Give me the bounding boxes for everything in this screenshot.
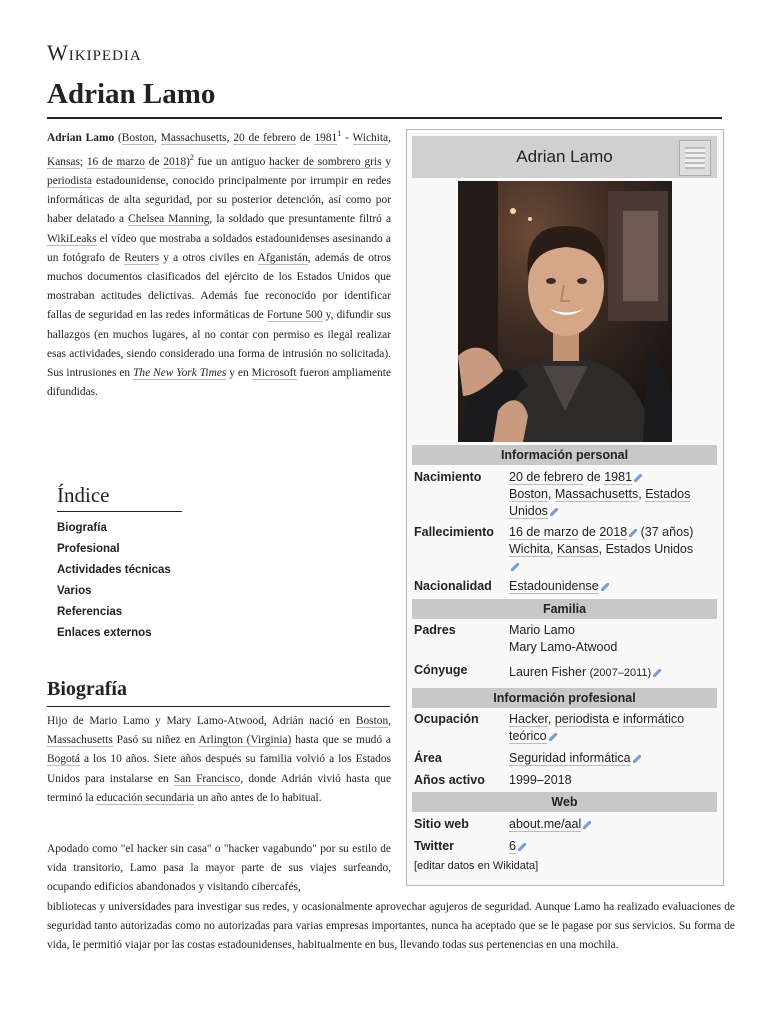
link-informatico-teorico[interactable]: informático teórico <box>509 712 685 743</box>
toc-item-varios[interactable]: Varios <box>57 585 92 597</box>
ref-1[interactable]: 1 <box>337 129 342 138</box>
text: de <box>578 525 600 539</box>
text: y, difundir sus hallazgos (en muchos lugares, al no contar con permiso es ilegal realizar esas actividades, siendo considerado una forma de intrusión no solicitada). Sus intrusiones en <box>47 309 391 380</box>
pencil-edit-icon[interactable] <box>633 755 641 763</box>
link-bogota[interactable]: Bogotá <box>47 753 80 766</box>
link-microsoft[interactable]: Microsoft <box>251 367 297 380</box>
text: e <box>609 712 623 726</box>
text: de <box>296 131 315 144</box>
value-nacionalidad <box>509 578 714 595</box>
link-eeuu[interactable]: Estados Unidos <box>509 487 691 518</box>
toc-heading: Índice <box>57 483 182 512</box>
link-birth-year[interactable]: 1981 <box>314 131 338 144</box>
link-chelsea-manning[interactable]: Chelsea Manning <box>128 213 210 226</box>
pencil-edit-icon[interactable] <box>634 474 642 482</box>
text: ( <box>114 131 122 144</box>
spouse-name: Lauren Fisher <box>509 665 590 679</box>
link-boston[interactable]: Boston <box>509 487 548 501</box>
section-header-personal: Información personal <box>412 445 717 465</box>
text: hasta que se mudó a <box>291 734 391 747</box>
ref-2[interactable]: 2 <box>189 153 194 162</box>
text: y a otros civiles en <box>159 251 258 264</box>
text: (37 años) <box>637 525 694 539</box>
value-nacimiento: 20 de febrero de 1981 Boston, Massachusetts, Estados Unidos <box>509 470 691 518</box>
text: , Estados Unidos <box>598 542 694 556</box>
infobox-title <box>412 136 717 178</box>
pencil-edit-icon[interactable] <box>629 529 637 537</box>
toc-item-biografia[interactable]: Biografía <box>57 522 107 534</box>
value-area <box>509 750 714 767</box>
label-twitter: Twitter <box>414 839 455 853</box>
section-header-web: Web <box>412 792 717 812</box>
section-header-familia: Familia <box>412 599 717 619</box>
row-ocupacion <box>414 711 718 747</box>
link-wichita[interactable]: Wichita <box>352 131 389 144</box>
pencil-edit-icon[interactable] <box>583 821 591 829</box>
time-badge-icon <box>679 140 711 176</box>
link-estadounidense[interactable]: Estadounidense <box>509 579 599 593</box>
bio-paragraph-2-start: Apodado como "el hacker sin casa" o "hacker vagabundo" por su estilo de vida transitorio, Lamo pasa la mayor parte de sus viajes surfeando, ocupando edificios abandonados y visitando cibercafés, <box>47 843 391 894</box>
link-birth-date[interactable]: 20 de febrero <box>509 470 584 484</box>
label-area: Área <box>414 751 442 765</box>
portrait-illustration <box>458 181 672 442</box>
link-afganistan[interactable]: Afganistán <box>257 251 308 264</box>
value-ocupacion: Hacker, periodista e informático teórico <box>509 712 685 743</box>
link-birth-date[interactable]: 20 de febrero <box>233 131 296 144</box>
pencil-edit-icon[interactable] <box>601 583 609 591</box>
text: de <box>144 155 164 168</box>
label-sitio-web: Sitio web <box>414 817 469 831</box>
pencil-edit-icon[interactable] <box>550 508 558 516</box>
link-hacker[interactable]: hacker de sombrero gris <box>269 155 382 168</box>
text: , donde Adrián vivió hasta que terminó la <box>47 772 392 804</box>
link-educacion-secundaria[interactable]: educación secundaria <box>96 791 195 804</box>
value-twitter <box>509 838 714 855</box>
link-boston[interactable]: Boston <box>121 131 155 144</box>
pencil-edit-icon[interactable] <box>518 843 526 851</box>
infobox <box>406 129 724 886</box>
text: , <box>154 131 161 144</box>
link-seguridad-informatica[interactable]: Seguridad informática <box>509 751 631 765</box>
label-nacimiento: Nacimiento <box>414 470 482 484</box>
link-boston[interactable]: Boston <box>355 715 389 727</box>
label-fallecimiento: Fallecimiento <box>414 525 494 539</box>
value-fallecimiento: 16 de marzo de 2018 (37 años) Wichita, Kansas, Estados Unidos <box>509 524 714 575</box>
value-sitio-web <box>509 816 714 833</box>
link-san-francisco[interactable]: San Francisco <box>173 772 241 785</box>
text: estadounidense, conocido principalmente por irrumpir en redes informáticas de alta seguridad, por su posterior detención, así como por haber delatado a <box>47 175 391 226</box>
value-conyuge <box>509 664 714 682</box>
text: fue un antiguo <box>193 155 270 168</box>
table-of-contents <box>57 483 357 644</box>
toc-item-actividades[interactable]: Actividades técnicas <box>57 564 171 576</box>
link-arlington[interactable]: Arlington (Virginia) <box>198 734 292 747</box>
text: el vídeo que mostraba a soldados estadounidenses asesinando a un fotógrafo de <box>47 232 391 264</box>
section-heading-biografia: Biografía <box>47 678 127 700</box>
title-divider <box>47 117 722 119</box>
text: ) <box>186 155 190 168</box>
link-sitio-web[interactable]: about.me/aal <box>509 817 582 831</box>
label-ocupacion: Ocupación <box>414 712 479 726</box>
text: fueron ampliamente difundidas. <box>47 367 391 399</box>
value-anos-activo: 1999–2018 <box>509 773 572 787</box>
link-birth-year[interactable]: 1981 <box>604 470 633 484</box>
edit-wikidata-link[interactable]: [editar datos en Wikidata] <box>414 860 539 872</box>
link-wichita[interactable]: Wichita <box>509 542 550 556</box>
link-twitter[interactable]: 6 <box>509 839 516 853</box>
link-death-year[interactable]: 2018 <box>599 525 628 539</box>
text: Pasó su niñez en <box>112 734 199 747</box>
lead-paragraph <box>47 124 391 402</box>
text: ; <box>79 155 87 168</box>
row-nacimiento <box>414 469 718 521</box>
section-divider <box>47 706 390 707</box>
text: - <box>341 131 353 144</box>
link-nyt[interactable]: The New York Times <box>133 367 227 380</box>
toc-item-referencias[interactable]: Referencias <box>57 606 123 618</box>
wikipedia-wordmark[interactable]: Wikipedia <box>47 40 142 65</box>
label-anos-activo: Años activo <box>414 773 485 787</box>
link-massachusetts[interactable]: Massachusetts <box>47 734 113 747</box>
row-fallecimiento <box>414 524 718 576</box>
text: , además de otros muchos documentos clasificados del ejército de los Estados Unidos que mostraban actitudes delictivas. Además fue reconocido por identificar fallas de seguridad en las redes informáticas de <box>47 251 391 322</box>
infobox-title-text: Adrian Lamo <box>516 147 613 166</box>
pencil-edit-icon[interactable] <box>549 733 557 741</box>
toc-list <box>57 518 357 644</box>
row-padres <box>414 622 718 658</box>
parent-1: Mario Lamo <box>509 623 575 637</box>
value-padres <box>509 622 714 656</box>
text: y <box>381 155 392 168</box>
text: Hijo de Mario Lamo y Mary Lamo-Atwood, Adrián nació en <box>47 715 356 727</box>
text: un año antes de lo habitual. <box>194 791 322 804</box>
link-kansas[interactable]: Kansas <box>47 155 80 168</box>
toc-item-profesional[interactable]: Profesional <box>57 543 120 555</box>
link-fortune-500[interactable]: Fortune 500 <box>266 309 323 322</box>
link-periodista[interactable]: periodista <box>554 712 610 726</box>
text: a los 10 años. Siete años después su familia volvió a los Estados Unidos para instalarse en <box>47 753 391 785</box>
link-periodista[interactable]: periodista <box>47 175 92 187</box>
bio-paragraph-2-continued: bibliotecas y universidades para investigar sus redes, y ocasionalmente aprovechar agujeros de seguridad. Aunque Lamo ha realizado evaluaciones de seguridad tanto autorizadas como no autorizadas para varias empresas importantes, nunca ha aceptado que se le pagase por sus servicios. Su forma de vida, le permitió viajar por las costas estadounidenses, habitualmente en bus, llevando todas sus pertenencias en una mochila. <box>47 901 735 952</box>
link-hacker[interactable]: Hacker <box>509 712 548 726</box>
text: y en <box>226 367 252 380</box>
lead-name: Adrian Lamo <box>47 131 115 144</box>
link-massachusetts[interactable]: Massachusetts <box>160 131 227 144</box>
link-kansas[interactable]: Kansas <box>556 542 599 556</box>
label-padres: Padres <box>414 623 456 637</box>
link-death-date[interactable]: 16 de marzo <box>509 525 579 539</box>
toc-item-enlaces[interactable]: Enlaces externos <box>57 627 152 639</box>
pencil-edit-icon[interactable] <box>511 563 519 571</box>
pencil-edit-icon[interactable] <box>653 669 661 677</box>
text: , <box>226 131 234 144</box>
parent-2: Mary Lamo-Atwood <box>509 640 618 654</box>
link-death-date[interactable]: 16 de marzo <box>86 155 145 168</box>
bio-paragraph-1 <box>47 712 391 808</box>
text: de <box>583 470 605 484</box>
label-conyuge: Cónyuge <box>414 663 468 677</box>
link-massachusetts[interactable]: Massachusetts <box>554 487 639 501</box>
link-reuters[interactable]: Reuters <box>124 251 160 264</box>
spouse-years: (2007–2011) <box>589 667 652 679</box>
link-death-year[interactable]: 2018 <box>163 155 187 168</box>
page-title: Adrian Lamo <box>47 78 216 110</box>
portrait-photo[interactable] <box>458 181 672 442</box>
text: , la soldado que presuntamente filtró a <box>209 213 391 226</box>
text: , <box>388 131 391 144</box>
label-nacionalidad: Nacionalidad <box>414 579 492 593</box>
section-header-profesional: Información profesional <box>412 688 717 708</box>
text: , <box>388 715 391 727</box>
link-wikileaks[interactable]: WikiLeaks <box>47 232 97 245</box>
